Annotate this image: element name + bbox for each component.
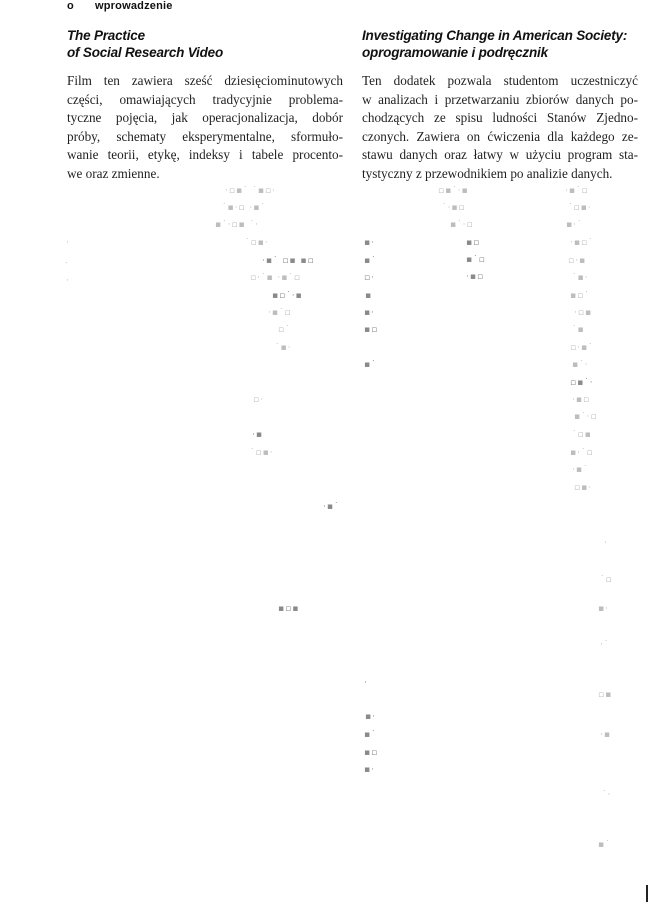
heading-line: of Social Research Video <box>67 45 224 60</box>
text-line: próby, schematy eksperymentalne, sformuło- <box>67 128 343 144</box>
section-heading-video <box>67 27 343 61</box>
text-line: Ten dodatek pozwala studentom uczestniczyć <box>362 73 638 88</box>
heading-line: The Practice <box>67 28 145 43</box>
text-line: w analizach i przetwarzaniu zbiorów danych po- <box>362 91 638 107</box>
section-heading-software <box>362 27 638 61</box>
heading-line: oprogramowanie i podręcznik <box>362 45 548 60</box>
text-line: czonych. Zawiera on ćwiczenia dla każdego ze- <box>362 128 638 144</box>
text-line: we oraz zmienne. <box>67 165 160 181</box>
page-number: o <box>67 0 74 12</box>
paragraph-software <box>362 72 638 184</box>
book-page: o wprowadzenie The Practice of Social Research Video Film ten zawiera sześć dziesięciominutowych części, omawiających tradycyjnie problema- tyczne pojęcia, jak operacjonalizacja, dobór próby, schematy eksperymentalne, sformuło- wanie teorii, etykę, indeksy i tabele procento- we oraz zmienne. Investigating Change in American Society: oprogramowanie i podręcznik Ten dodatek pozwala studentom uczestniczyć w analizach i przetwarzaniu zbiorów danych po- chodzących ze spisu ludności Stanów Zjedno- czonych. Zawiera on ćwiczenia dla każdego ze- stawu danych oraz łatwy w użyciu program sta- tystyczny z przewodnikiem po analizie danych. ·▫▪˙ ˙▪▫· ˙▪·▫ ·▪˙ ▪˙·▫▪ ˙· ˙▫▪· ·▪˙ ▫▪ ▪▫ ▫·˙▪ ·▪˙▫ ▪▫˙·▪ ·▪˙▫ ▫˙ ˙▪· ▫· ·▪ ˙▫▪· ·▪˙ ▪▫▪ · ˙ · ▫▪˙·▪ ˙·▪▫ ▪˙·▫ ▪▫ ▪˙▫ ·▪▫ ▪· ▪˙ ▫· ▪ ▪· ▪▫ ▪˙ ·▪˙▫ ˙▫▪· ▪·˙ ·▪▫˙ ▫·▪ ˙▪· ▪▫˙ ·▫▪ ˙▪ ▫·▪˙ ▪˙· ▫▪˙· ·▪▫ ▪˙·▫ ˙▫▪ ▪·˙▫ ·▪˙ ▫▪· · ˙▫ ▪· ·˙ ▫▪ ·▪ ˙· ▪˙ · ▪· ▪˙ ▪▫ ▪· <box>0 0 658 909</box>
text-line: wanie teorii, etykę, indeksy i tabele procento- <box>67 147 343 163</box>
heading-line: Investigating Change in American Society: <box>362 28 628 43</box>
paragraph-video <box>67 72 343 184</box>
chapter-title: wprowadzenie <box>95 0 173 12</box>
text-line: tystyczny z przewodnikiem po analizie danych. <box>362 165 613 181</box>
running-head <box>67 0 173 12</box>
text-line: stawu danych oraz łatwy w użyciu program sta- <box>362 147 638 163</box>
margin-mark <box>646 885 648 902</box>
right-column <box>362 27 638 184</box>
text-line: chodzących ze spisu ludności Stanów Zjedno- <box>362 110 638 126</box>
text-line: Film ten zawiera sześć dziesięciominutowych <box>67 73 343 88</box>
text-line: części, omawiających tradycyjnie problema- <box>67 91 343 107</box>
text-line: tyczne pojęcia, jak operacjonalizacja, dobór <box>67 110 343 126</box>
left-column <box>67 27 343 184</box>
